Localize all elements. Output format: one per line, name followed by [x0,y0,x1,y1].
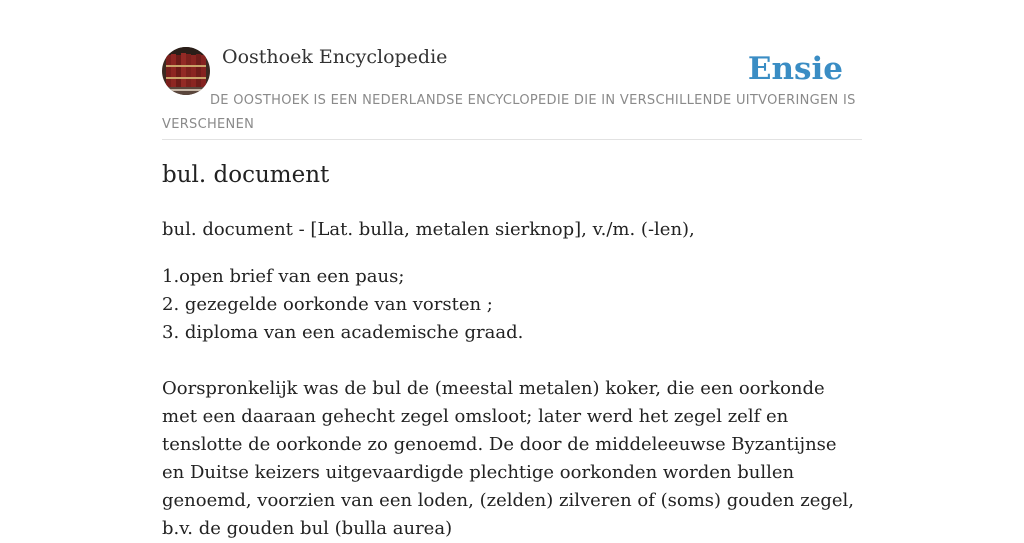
definition-paragraph: Oorspronkelijk was de bul de (meestal metalen) koker, die een oorkonde met een daaraan gehecht zegel omsloot; later werd het zegel zelf en tenslotte de oorkonde zo genoemd. De door de middeleeuwse Byzantijnse en Duitse keizers uitgevaardigde plechtige oorkonden worden bullen genoemd, voorzien van een loden, (zelden) zilveren of (soms) gouden zegel, b.v. de gouden bul (bulla aurea) [162,378,854,539]
page [162,0,862,539]
spacer [162,347,862,375]
source-avatar[interactable] [162,47,210,95]
ensie-logo-link[interactable]: Ensie [747,51,843,87]
meaning-item: 1.open brief van een paus; [162,266,405,287]
meaning-item: 2. gezegelde oorkonde van vorsten ; [162,294,493,315]
source-header [162,0,862,140]
meanings-list [162,263,862,347]
page-title: bul. document [162,162,330,188]
definition-lead: bul. document - [Lat. bulla, metalen sierknop], v./m. (-len), [162,219,695,240]
source-description: DE OOSTHOEK IS EEN NEDERLANDSE ENCYCLOPEDIE DIE IN VERSCHILLENDE UITVOERINGEN IS VERSCHENEN [162,93,856,132]
bookshelf-icon [162,47,210,95]
definition-body [162,216,862,543]
source-name[interactable]: Oosthoek Encyclopedie [222,46,448,68]
meaning-item: 3. diploma van een academische graad. [162,322,524,343]
